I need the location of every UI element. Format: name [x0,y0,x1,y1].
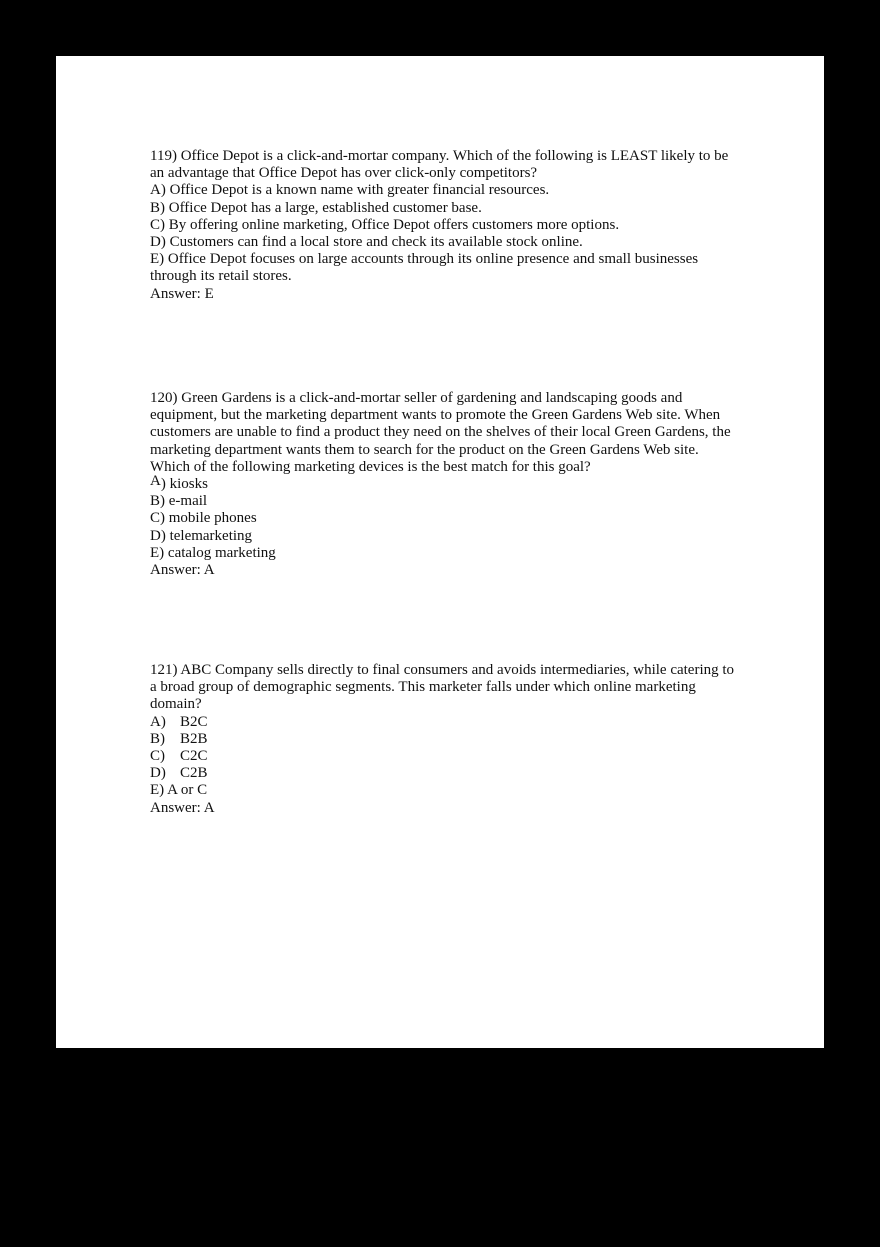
option-label: E) [150,782,165,799]
answer-option-a [150,473,750,493]
option-label: C) [150,748,165,765]
question-119 [150,148,750,303]
option-text: C2C [180,748,208,765]
answer-option-b [150,493,750,510]
answer-option-e-continued: through its retail stores. [150,268,292,285]
option-text: B2B [180,730,208,747]
question-stem-line: a broad group of demographic segments. This marketer falls under which online marketing [150,679,696,696]
question-stem-line: equipment, but the marketing department wants to promote the Green Gardens Web site. When [150,407,721,424]
option-label: B) [150,493,165,510]
option-text: B2C [180,713,208,730]
answer-option-e [150,545,750,562]
answer-option-e [150,251,750,268]
option-label: D) [150,765,166,782]
question-stem-line: 119) Office Depot is a click-and-mortar company. Which of the following is LEAST likely to be [150,148,729,164]
option-text: e-mail [168,493,208,510]
answer-option-b [150,731,750,748]
question-stem-line: Which of the following marketing devices is the best match for this goal? [150,458,591,475]
answer-option-c [150,217,750,234]
answer-option-e [150,782,750,799]
option-text: Office Depot has a large, established customer base. [168,199,482,216]
answer-option-c [150,748,750,765]
option-text: A or C [167,782,208,799]
option-label: A [150,473,161,490]
option-text: catalog marketing [167,544,276,561]
option-text: Office Depot focuses on large accounts through its online presence and small businesses [167,251,699,268]
option-label: B) [150,730,165,747]
option-text: Customers can find a local store and check its available stock online. [169,234,583,251]
option-text: ) kiosks [160,476,208,493]
option-text: Office Depot is a known name with greater financial resources. [169,182,550,199]
answer-option-b [150,200,750,217]
answer-option-a [150,182,750,199]
option-label: A) [150,713,166,730]
question-stem-line: customers are unable to find a product they need on the shelves of their local Green Gardens, the [150,424,731,441]
answer-option-d [150,528,750,545]
document-page [56,56,824,1048]
answer-option-a [150,714,750,731]
answer-option-d [150,765,750,782]
option-label: C) [150,216,165,233]
option-text: By offering online marketing, Office Depot offers customers more options. [168,216,620,233]
option-label: D) [150,527,166,544]
option-text: telemarketing [169,527,253,544]
question-120 [150,390,750,579]
question-121 [150,662,750,817]
question-stem-line: domain? [150,696,202,713]
option-label: C) [150,510,165,527]
option-label: E) [150,544,165,561]
question-stem-line: 121) ABC Company sells directly to final consumers and avoids intermediaries, while catering to [150,662,735,678]
answer-option-c [150,510,750,527]
question-stem-line: marketing department wants them to search for the product on the Green Gardens Web site. [150,441,699,458]
answer-key: Answer: A [150,799,215,816]
option-label: E) [150,251,165,268]
answer-option-d [150,234,750,251]
question-stem-line: 120) Green Gardens is a click-and-mortar seller of gardening and landscaping goods and [150,390,683,406]
option-label: D) [150,234,166,251]
answer-key: Answer: E [150,285,214,302]
option-label: A) [150,182,166,199]
option-text: C2B [180,765,208,782]
question-stem-line: an advantage that Office Depot has over click-only competitors? [150,165,538,182]
answer-key: Answer: A [150,562,215,579]
option-label: B) [150,199,165,216]
option-text: mobile phones [168,510,257,527]
